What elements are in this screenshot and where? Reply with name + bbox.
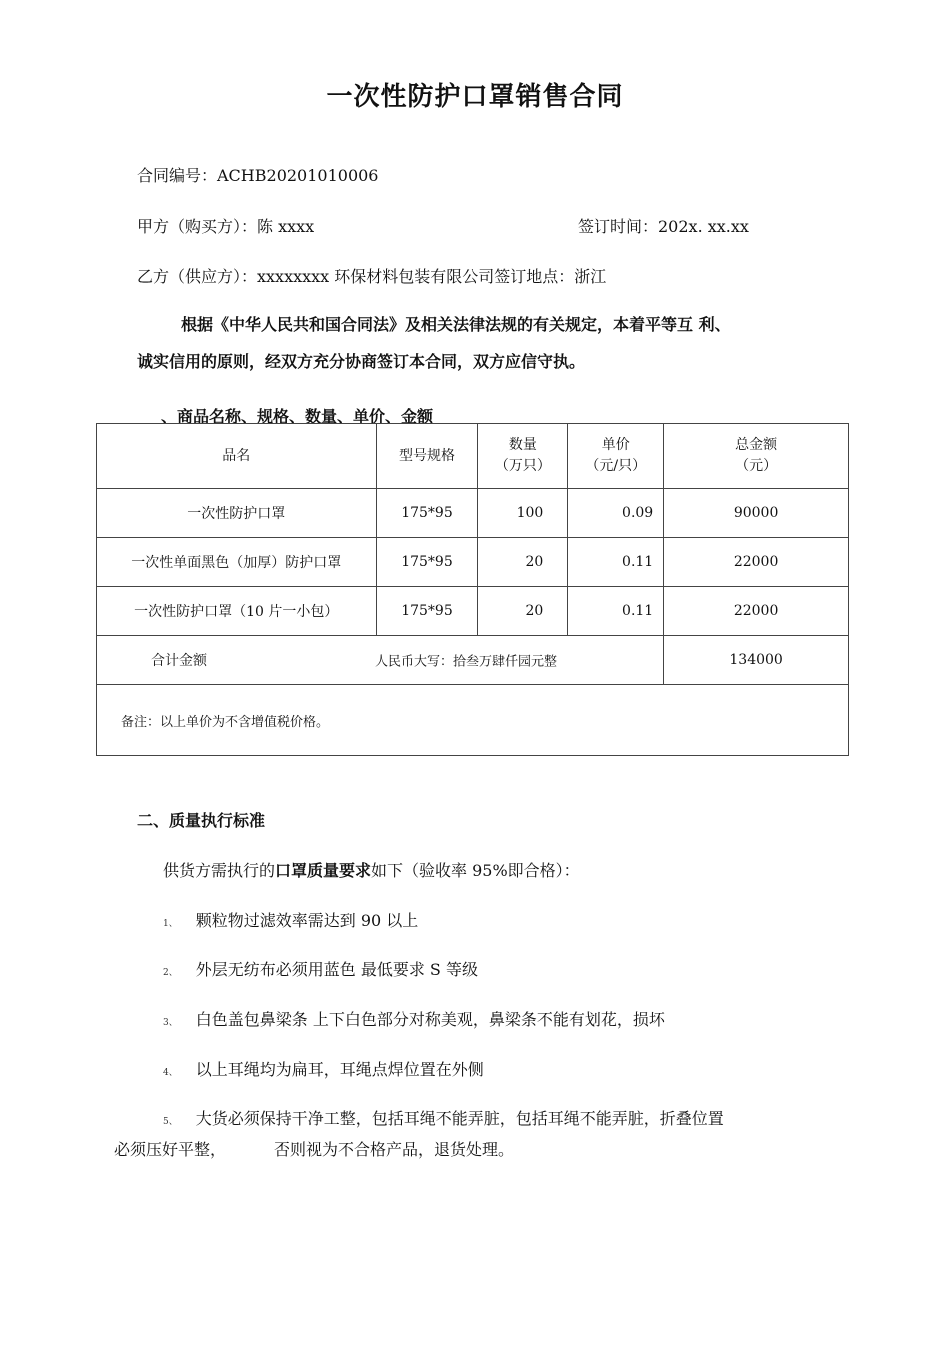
requirement-item: 2、 外层无纺布必须用蓝色 最低要求 S 等级 [163, 960, 478, 979]
table-sum-row [97, 636, 849, 685]
cell-name: 一次性防护口罩（10 片一小包） [97, 587, 377, 636]
requirement-item: 1、 颗粒物过滤效率需达到 90 以上 [163, 911, 419, 930]
requirement-5-continued: 必须压好平整， 否则视为不合格产品，退货处理。 [114, 1140, 515, 1159]
cell-total: 90000 [664, 489, 849, 538]
requirement-item: 5、 大货必须保持干净工整，包括耳绳不能弄脏，包括耳绳不能弄脏，折叠位置 [163, 1109, 724, 1128]
party-a: 甲方（购买方）：陈 xxxx [137, 217, 315, 236]
cell-price: 0.11 [568, 587, 664, 636]
quality-intro: 供货方需执行的口罩质量要求如下（验收率 95%即合格）： [163, 861, 580, 880]
cell-spec: 175*95 [376, 538, 478, 587]
cell-name: 一次性单面黑色（加厚）防护口罩 [97, 538, 377, 587]
table-header-row [97, 424, 849, 489]
cell-spec: 175*95 [376, 489, 478, 538]
cell-total: 22000 [664, 538, 849, 587]
table-note-row [97, 685, 849, 756]
requirement-item: 3、 白色盖包鼻梁条 上下白色部分对称美观，鼻梁条不能有划花，损坏 [163, 1010, 665, 1029]
party-b: 乙方（供应方）：xxxxxxxx 环保材料包装有限公司签订地点：浙江 [137, 267, 607, 286]
header-spec: 型号规格 [376, 424, 478, 489]
table-note: 备注：以上单价为不含增值税价格。 [97, 685, 849, 756]
sum-in-words: 人民币大写：拾叁万肆仟园元整 [375, 654, 558, 670]
goods-table [96, 423, 849, 756]
cell-price: 0.09 [568, 489, 664, 538]
document-title: 一次性防护口罩销售合同 [326, 82, 624, 112]
cell-qty: 100 [478, 489, 568, 538]
contract-number: 合同编号：ACHB20201010006 [137, 166, 379, 185]
cell-spec: 175*95 [376, 587, 478, 636]
cell-name: 一次性防护口罩 [97, 489, 377, 538]
requirement-item: 4、 以上耳绳均为扁耳，耳绳点焊位置在外侧 [163, 1060, 484, 1079]
header-qty: 数量 （万只） [478, 424, 568, 489]
table-row [97, 587, 849, 636]
section-1-heading: 、商品名称、规格、数量、单价、金额 [161, 407, 434, 426]
sign-time: 签订时间：202x. xx.xx [578, 217, 749, 236]
sum-cell [97, 636, 664, 685]
cell-total: 22000 [664, 587, 849, 636]
intro-line-2: 诚实信用的原则，经双方充分协商签订本合同，双方应信守执。 [137, 352, 586, 371]
section-2-heading: 二、质量执行标准 [137, 811, 266, 830]
table-row [97, 489, 849, 538]
intro-line-1: 根据《中华人民共和国合同法》及相关法律法规的有关规定，本着平等互 利、 [181, 315, 731, 334]
cell-price: 0.11 [568, 538, 664, 587]
sum-value: 134000 [664, 636, 849, 685]
header-name: 品名 [97, 424, 377, 489]
cell-qty: 20 [478, 538, 568, 587]
sum-label: 合计金额 [151, 653, 207, 669]
header-price: 单价 （元/只） [568, 424, 664, 489]
table-row [97, 538, 849, 587]
header-total: 总金额 （元） [664, 424, 849, 489]
cell-qty: 20 [478, 587, 568, 636]
